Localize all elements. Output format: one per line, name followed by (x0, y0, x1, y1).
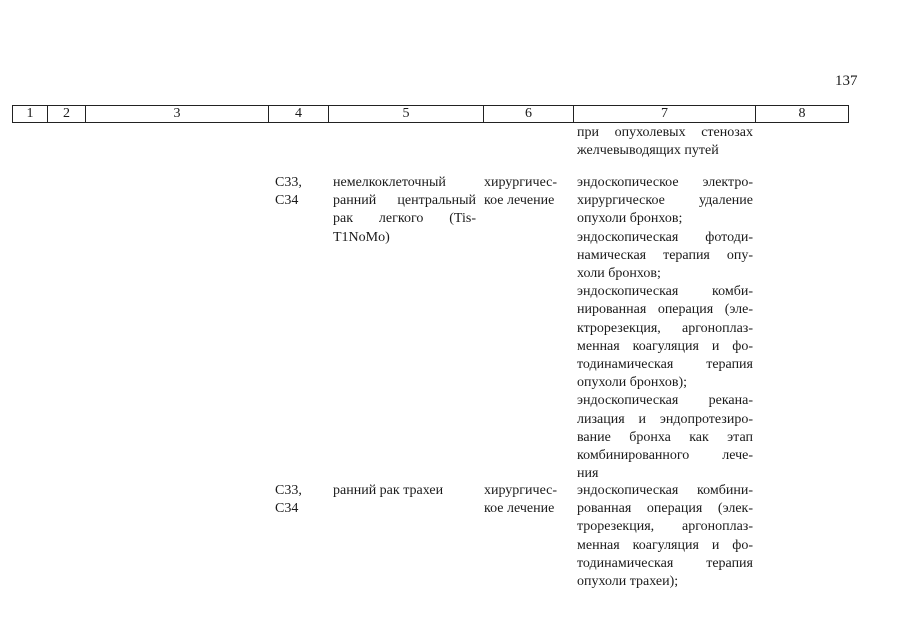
treatment-line: кое лечение (484, 501, 555, 517)
code-line: C33, (275, 483, 302, 498)
methods-line: ктрорезекция, аргоноплаз- (577, 320, 753, 336)
column-header-6: 6 (484, 106, 574, 123)
diagnosis-line: ранний центральный (333, 193, 476, 209)
column-header-1: 1 (13, 106, 48, 123)
methods-line: эндоскопическая рекана- (577, 393, 753, 409)
methods-line: менная коагуляция и фо- (577, 537, 753, 553)
column-header-3: 3 (86, 106, 269, 123)
methods-line: опухоли бронхов; (577, 211, 683, 227)
methods-line: комбинированного лече- (577, 448, 753, 464)
methods-line: вание бронха как этап (577, 429, 753, 445)
methods-line: опухоли бронхов); (577, 375, 687, 391)
continuation-methods (577, 124, 753, 160)
treatment-line: хирургичес- (484, 175, 558, 190)
methods-line: лизация и эндопротезиро- (577, 411, 753, 427)
row2-methods (577, 482, 753, 591)
diagnosis-line: ранний рак трахеи (333, 483, 444, 498)
row1-code (275, 174, 325, 210)
methods-line: тодинамическая терапия (577, 555, 753, 571)
row1-treatment-type (484, 174, 566, 210)
page-number: 137 (835, 73, 858, 89)
code-line: C34 (275, 501, 299, 517)
methods-line: тодинамическая терапия (577, 357, 753, 373)
methods-line: эндоскопическая комби- (577, 284, 753, 300)
methods-line: рованная операция (элек- (577, 501, 753, 517)
treatment-line: кое лечение (484, 193, 555, 209)
diagnosis-line: рак легкого (Tis- (333, 211, 476, 227)
methods-line: эндоскопическое электро- (577, 175, 753, 190)
continuation-line: при опухолевых стенозах (577, 125, 753, 140)
diagnosis-line: немелкоклеточный (333, 175, 446, 190)
column-header-5: 5 (329, 106, 484, 123)
methods-line: менная коагуляция и фо- (577, 338, 753, 354)
methods-line: холи бронхов; (577, 266, 661, 282)
row1-methods (577, 174, 753, 483)
row1-diagnosis (333, 174, 476, 247)
methods-line: намическая терапия опу- (577, 247, 753, 263)
continuation-line: желчевыводящих путей (577, 143, 719, 159)
methods-line: эндоскопическая фотоди- (577, 229, 753, 245)
treatment-line: хирургичес- (484, 483, 558, 498)
diagnosis-line: T1NoMo) (333, 229, 390, 245)
row2-diagnosis (333, 482, 476, 500)
methods-line: эндоскопическая комбини- (577, 483, 753, 498)
code-line: C34 (275, 193, 299, 209)
methods-line: хирургическое удаление (577, 193, 753, 209)
column-number-header (12, 105, 849, 123)
column-header-2: 2 (48, 106, 86, 123)
methods-line: опухоли трахеи); (577, 574, 679, 590)
methods-line: ния (577, 466, 599, 482)
column-header-4: 4 (269, 106, 329, 123)
column-header-7: 7 (574, 106, 756, 123)
column-header-8: 8 (756, 106, 849, 123)
methods-line: трорезекция, аргоноплаз- (577, 519, 753, 535)
row2-treatment-type (484, 482, 566, 518)
code-line: C33, (275, 175, 302, 190)
methods-line: нированная операция (эле- (577, 302, 753, 318)
row2-code (275, 482, 325, 518)
